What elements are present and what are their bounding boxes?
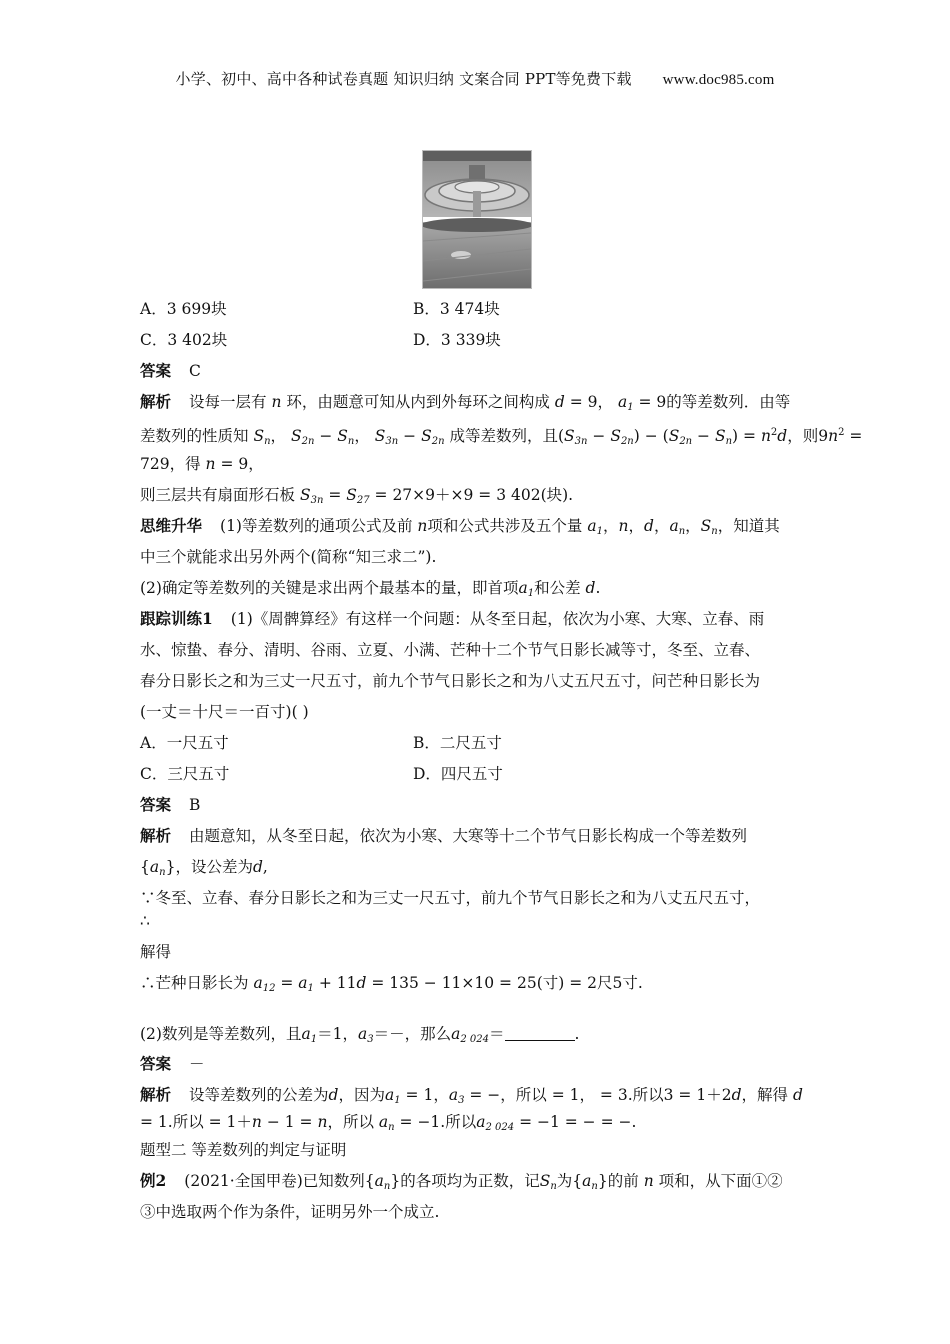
text: 成等差数列，且(: [449, 427, 565, 445]
text: }的前: [597, 1172, 639, 1190]
q2-analysis-line-2: = 1.所以 = 1＋n − 1 = n，所以 $a_n = -1$.所以$a_{2 024} = -1$ = − = −.: [140, 1113, 637, 1133]
text: .: [574, 1025, 580, 1043]
track-answer: [140, 795, 200, 815]
text: ，则9: [787, 427, 829, 445]
text: = 9，: [569, 393, 613, 411]
text: }的各项均为正数，记: [390, 1172, 540, 1190]
track-analysis-line-1: [140, 826, 747, 846]
text: = −，所以 = 1， = 3.所以3 = 1＋2: [469, 1086, 732, 1104]
track-label: 跟踪训练1: [140, 609, 213, 628]
text: = 135 − 11×10 = 25(寸) = 2尺5寸.: [371, 974, 643, 992]
text: 环，由题意可知从内到外每环之间构成: [286, 393, 550, 411]
track-line-3: 春分日影长之和为三丈一尺五寸，前九个节气日影长之和为八丈五尺五寸，问芒种日影长为: [140, 672, 761, 690]
track-option-a: A．一尺五寸: [140, 734, 229, 752]
text: (2021·全国甲卷)已知数列{: [184, 1172, 375, 1190]
text: ) =: [732, 427, 761, 445]
q2-answer: [140, 1054, 205, 1074]
track-option-c: C．三尺五寸: [140, 765, 230, 783]
text: 729，得: [140, 455, 201, 473]
q1-analysis-line-2: 差数列的性质知 $S_n$， $S_{2n} - S_n$， $S_{3n} - S_{2n}$ 成等差数列，且$(S_{3n} - S_{2n}) - (S_{2n} - S_n) = n^2d$，则$9n^2$ =: [140, 427, 863, 447]
track-option-b: B．二尺五寸: [413, 734, 502, 752]
track-line-1: [140, 609, 764, 629]
text: 为{: [556, 1172, 583, 1190]
q1-analysis-line-4: 则三层共有扇面形石板 $S_{3n} = S_{27} = 27\times 9+\times 9 = 3$ 402(块).: [140, 486, 574, 506]
q1-option-c: C．3 402块: [140, 331, 228, 349]
q2-analysis-line-1: 解析 设等差数列的公差为d，因为$a_1 = 1$，$a_3$ = −，所以 = 1， = 3.所以3 = 1＋2d，解得 d: [140, 1085, 803, 1106]
text: ＝－，那么: [373, 1025, 452, 1043]
answer-label: 答案: [140, 1054, 172, 1073]
answer-label: 答案: [140, 795, 172, 814]
text: ，所以: [327, 1113, 374, 1131]
text: (1)等差数列的通项公式及前: [220, 517, 413, 535]
text: − 1 =: [266, 1113, 318, 1131]
text: = 9的等差数列．由等: [638, 393, 791, 411]
answer-label: 答案: [140, 361, 172, 380]
text: ，解得: [741, 1086, 789, 1104]
track-analysis-line-3: ∵冬至、立春、春分日影长之和为三丈一尺五寸，前九个节气日影长之和为八丈五尺五寸，: [140, 889, 761, 907]
q1-answer: [140, 361, 201, 381]
header-url[interactable]: www.doc985.com: [662, 72, 775, 88]
text: = 9，: [220, 455, 264, 473]
q1-option-b: B．3 474块: [413, 300, 500, 318]
analysis-label: 解析: [140, 826, 172, 845]
track-analysis-line-4: ∴: [140, 912, 150, 930]
text: ＝: [489, 1025, 505, 1043]
text: 由题意知，从冬至日起，依次为小寒、大寒等十二个节气日影长构成一个等差数列: [189, 827, 748, 845]
think-line-2: 中三个就能求出另外两个(简称“知三求二”).: [140, 548, 437, 566]
text: = 1.所以 = 1＋: [140, 1113, 252, 1131]
answer-value: C: [189, 362, 201, 380]
section-title: 题型二 等差数列的判定与证明: [140, 1141, 347, 1159]
q1-analysis-line-1: 解析 设每一层有 n 环，由题意可知从内到外每环之间构成 d = 9， $a_1 = 9$的等差数列．由等: [140, 392, 791, 413]
page-header: [0, 68, 950, 89]
text: 则三层共有扇面形石板: [140, 486, 296, 504]
header-text: 小学、初中、高中各种试卷真题 知识归纳 文案合同 PPT等免费下载: [175, 70, 632, 88]
text: 和公差: [534, 579, 581, 597]
text: = 1，: [405, 1086, 449, 1104]
track-analysis-line-6: ∴芒种日影长为 $a_{12} = a_1 + 11d = 135 - 11\times 10 = 25$(寸) = 2尺5寸.: [140, 974, 643, 994]
text: ＝1，: [317, 1025, 358, 1043]
answer-value: B: [189, 796, 201, 814]
text: = −1 = − = −.: [519, 1113, 637, 1131]
think-line-3: (2)确定等差数列的关键是求出两个最基本的量，即首项$a_1$和公差 d.: [140, 579, 601, 599]
text: (2)数列是等差数列，且: [140, 1025, 302, 1043]
track-line-4: (一丈＝十尺＝一百寸)( ): [140, 703, 309, 721]
text: ，设公差为: [175, 858, 253, 876]
text: −: [403, 427, 417, 445]
text: = −1.所以: [399, 1113, 477, 1131]
text: =: [844, 427, 863, 445]
example-2-line-1: 例2 (2021·全国甲卷)已知数列$\{a_n\}$的各项均为正数，记$S_n$为$\{a_n\}$的前 n 项和，从下面①②: [140, 1171, 783, 1192]
track-line-2: 水、惊蛰、春分、清明、谷雨、立夏、小满、芒种十二个节气日影长减等寸，冬至、立春、: [140, 641, 761, 659]
text: ，因为: [338, 1086, 385, 1104]
text: 设每一层有: [189, 393, 267, 411]
track-analysis-line-5: 解得: [140, 943, 172, 961]
temple-photo: [422, 150, 532, 289]
think-label: 思维升华: [140, 516, 203, 535]
example-2-line-2: ③中选取两个作为条件，证明另外一个成立.: [140, 1203, 440, 1221]
text: 差数列的性质知: [140, 427, 249, 445]
answer-value: －: [189, 1055, 205, 1073]
q1-analysis-line-3: 729，得 n = 9，: [140, 455, 264, 473]
text: 设等差数列的公差为: [189, 1086, 329, 1104]
text: = 27×9＋×9 = 3 402(块).: [374, 486, 574, 504]
temple-photo-graphic: [423, 151, 531, 288]
text: ，: [270, 427, 287, 445]
analysis-label: 解析: [140, 1085, 172, 1104]
track-option-d: D．四尺五寸: [413, 765, 503, 783]
think-line-1: 思维升华 (1)等差数列的通项公式及前 n项和公式共涉及五个量 $a_1$，n，d，$a_n$，$S_n$，知道其: [140, 516, 780, 537]
text: ，知道其: [717, 517, 780, 535]
text: 项和公式共涉及五个量: [427, 517, 583, 535]
text: .: [595, 579, 601, 597]
q1-option-a: A．3 699块: [140, 300, 227, 318]
q1-option-d: D．3 339块: [413, 331, 501, 349]
text: (1)《周髀算经》有这样一个问题：从冬至日起，依次为小寒、大寒、立春、雨: [230, 610, 765, 628]
text: ∴芒种日影长为: [140, 974, 249, 992]
text: 项和，从下面①②: [658, 1172, 783, 1190]
q2-question: (2)数列是等差数列，且$a_1=1$，$a_3=-$，那么$a_{2 024}=$ .: [140, 1025, 580, 1045]
answer-blank: [505, 1026, 575, 1041]
text: (2)确定等差数列的关键是求出两个最基本的量，即首项: [140, 579, 519, 597]
example-label: 例2: [140, 1171, 167, 1190]
track-analysis-line-2: $\{a_n\}$，设公差为d,: [140, 858, 268, 878]
analysis-label: 解析: [140, 392, 172, 411]
